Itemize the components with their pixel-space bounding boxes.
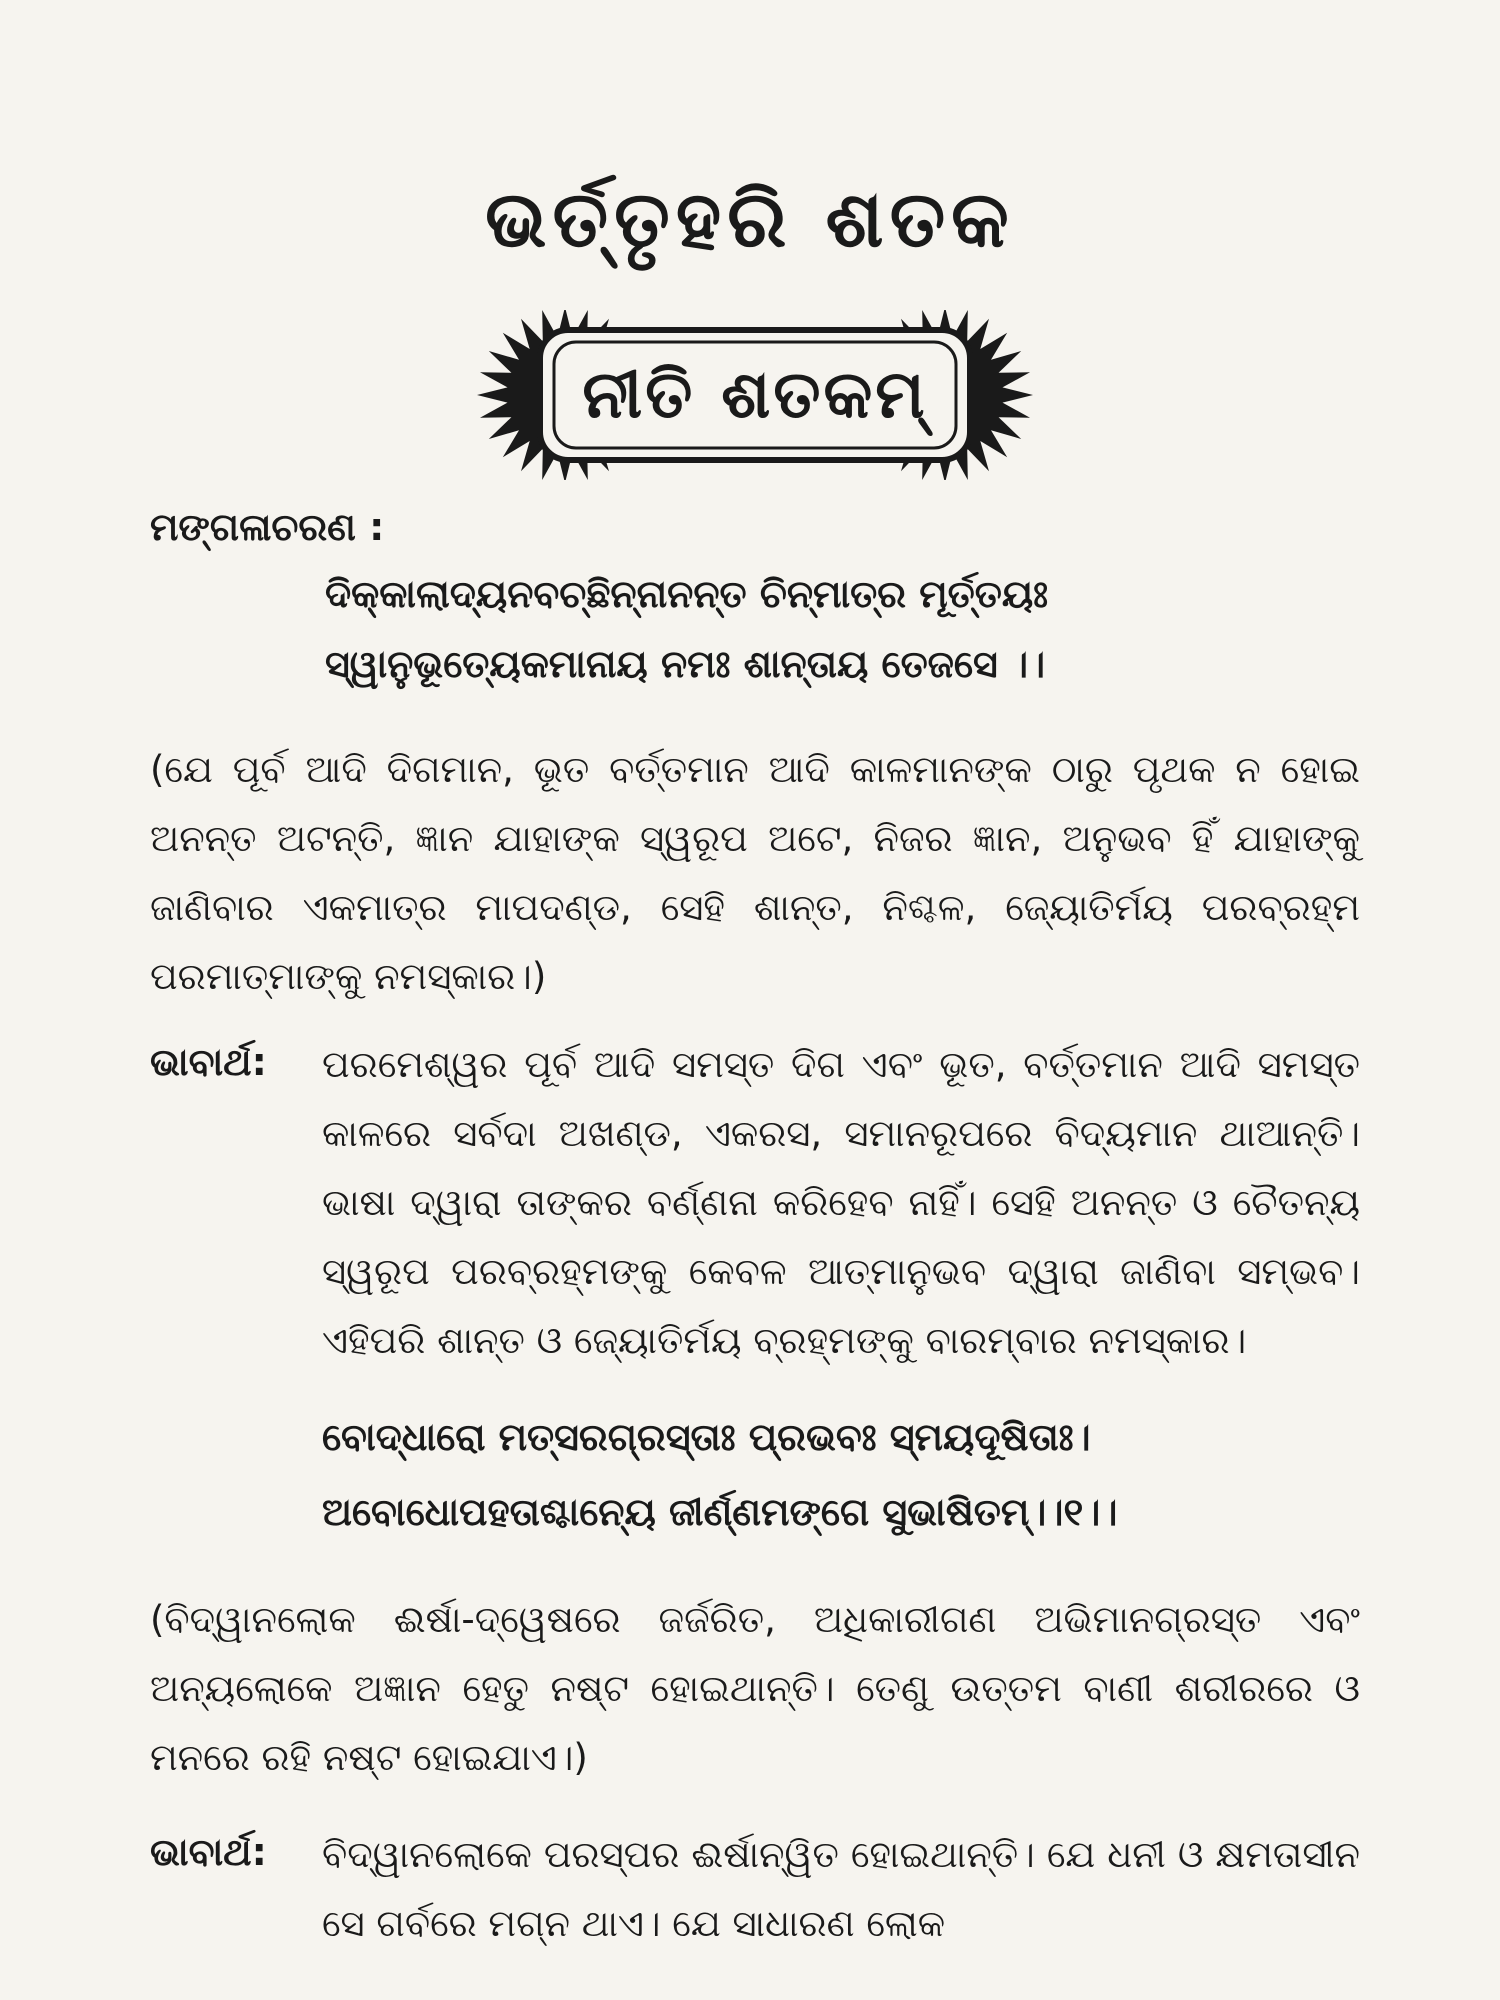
verse2-line2: ଅବୋଧୋପହତାଶ୍ଚାନ୍ୟେ ଜୀର୍ଣ୍ଣମଙ୍ଗେ ସୁଭାଷିତମ୍।।୧।। (322, 1490, 1118, 1534)
page-title: ଭର୍ତ୍ତୃହରି ଶତକ (485, 175, 1015, 265)
meaning-label-1: ଭାବାର୍ଥ: (150, 1040, 267, 1084)
section-title: ନୀତି ଶତକମ୍ (582, 355, 928, 433)
translation-paragraph-2: (ବିଦ୍ୱାନଲୋକ ଈର୍ଷା-ଦ୍ୱେଷରେ ଜର୍ଜରିତ, ଅଧିକାରୀଗଣ ଅଭିମାନଗ୍ରସ୍ତ ଏବଂ ଅନ୍ୟଲୋକେ ଅଜ୍ଞାନ ହେତୁ ନଷ୍ଟ ହୋଇଥାନ୍ତି। ତେଣୁ ଉତ୍ତମ ବାଣୀ ଶରୀରରେ ଓ ମନରେ ରହି ନଷ୍ଟ ହୋଇଯାଏ।) (150, 1598, 1360, 1779)
verse2-line1: ବୋଦ୍ଧାରୋ ମତ୍ସରଗ୍ରସ୍ତାଃ ପ୍ରଭବଃ ସ୍ମୟଦୂଷିତାଃ। (322, 1415, 1091, 1459)
translation-paragraph-1: (ଯେ ପୂର୍ବ ଆଦି ଦିଗମାନ, ଭୂତ ବର୍ତ୍ତମାନ ଆଦି କାଳମାନଙ୍କ ଠାରୁ ପୃଥକ ନ ହୋଇ ଅନନ୍ତ ଅଟନ୍ତି, ଜ୍ଞାନ ଯାହାଙ୍କ ସ୍ୱରୂପ ଅଟେ, ନିଜର ଜ୍ଞାନ, ଅନୁଭବ ହିଁ ଯାହାଙ୍କୁ ଜାଣିବାର ଏକମାତ୍ର ମାପଦଣ୍ଡ, ସେହି ଶାନ୍ତ, ନିଶ୍ଚଳ, ଜ୍ୟୋତିର୍ମୟ ପରବ୍ରହ୍ମ ପରମାତ୍ମାଙ୍କୁ ନମସ୍କାର।) (150, 748, 1360, 998)
meaning-paragraph-1: ପରମେଶ୍ୱର ପୂର୍ବ ଆଦି ସମସ୍ତ ଦିଗ ଏବଂ ଭୂତ, ବର୍ତ୍ତମାନ ଆଦି ସମସ୍ତ କାଳରେ ସର୍ବଦା ଅଖଣ୍ଡ, ଏକରସ, ସମାନରୂପରେ ବିଦ୍ୟମାନ ଥାଆନ୍ତି। ଭାଷା ଦ୍ୱାରା ତାଙ୍କର ବର୍ଣ୍ଣନା କରିହେବ ନାହିଁ। ସେହି ଅନନ୍ତ ଓ ଚୈତନ୍ୟ ସ୍ୱରୂପ ପରବ୍ରହ୍ମଙ୍କୁ କେବଳ ଆତ୍ମାନୁଭବ ଦ୍ୱାରା ଜାଣିବା ସମ୍ଭବ। ଏହିପରି ଶାନ୍ତ ଓ ଜ୍ୟୋତିର୍ମୟ ବ୍ରହ୍ମଙ୍କୁ ବାରମ୍ବାର ନମସ୍କାର। (322, 1043, 1360, 1362)
meaning-paragraph-2: ବିଦ୍ୱାନଲୋକେ ପରସ୍ପର ଈର୍ଷାନ୍ୱିତ ହୋଇଥାନ୍ତି। ଯେ ଧନୀ ଓ କ୍ଷମତାସୀନ ସେ ଗର୍ବରେ ମଗ୍ନ ଥାଏ। ଯେ ସାଧାରଣ ଲୋକ (322, 1833, 1360, 1945)
verse1-line2: ସ୍ୱାନୁଭୂତ୍ୟେକମାନାୟ ନମଃ ଶାନ୍ତାୟ ତେଜସେ ।। (325, 642, 1046, 686)
section-title-badge (470, 310, 1040, 480)
invocation-label: ମଙ୍ଗଳାଚରଣ : (150, 505, 385, 549)
meaning-label-2: ଭାବାର୍ଥ: (150, 1830, 267, 1874)
verse1-line1: ଦିକ୍କାଲାଦ୍ୟନବଚ୍ଛିନ୍ନାନନ୍ତ ଚିନ୍ମାତ୍ର ମୂର୍ତ୍ତୟଃ (325, 572, 1049, 616)
